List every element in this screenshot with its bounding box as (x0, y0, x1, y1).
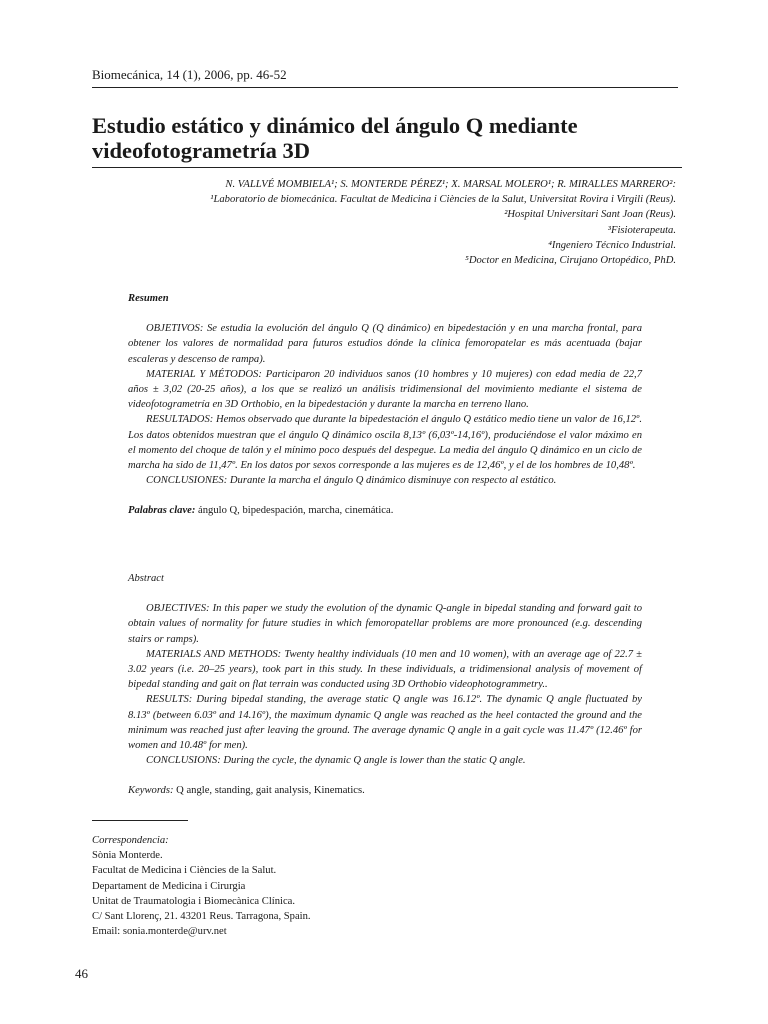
abstract-results: RESULTS: During bipedal standing, the average static Q angle was 16.12º. The dynamic Q angle fluctuated by 8.13º (between 6.03º and 14.16º), the maximum dynamic Q angle was reached as the heel contacted the ground and the minimum was reached just after leaving the ground. The average dynamic Q angle in a gait cycle was 11.47º (12.46º for women and 10.48º for men). (128, 694, 642, 752)
correspondence-heading: Correspondencia: (92, 835, 169, 846)
affiliation-line: ⁵Doctor en Medicina, Cirujano Ortopédico, PhD. (465, 255, 676, 267)
abstract-objectives: OBJECTIVES: In this paper we study the evolution of the dynamic Q-angle in bipedal standing and forward gait to obtain values of normality for future studies in which femoropatellar problems are more pronounced (e.g. descending stairs or ramps). (128, 603, 642, 645)
affiliation-line: ¹Laboratorio de biomecánica. Facultat de Medicina i Ciències de la Salut, Universitat Rovira i Virgili (Reus). (210, 194, 676, 206)
resumen-keywords (128, 503, 642, 518)
resumen-conclusiones: CONCLUSIONES: Durante la marcha el ángulo Q dinámico disminuye con respecto al estático. (146, 475, 557, 487)
resumen-objetivos: OBJETIVOS: Se estudia la evolución del ángulo Q (Q dinámico) en bipedestación y en una marcha frontal, para obtener los valores de normalidad para futuros estudios dónde la clínica femoropatelar es más acentuada (bajar escaleras y descenso de rampa). (128, 323, 642, 365)
keywords-text: Q angle, standing, gait analysis, Kinematics. (176, 785, 365, 797)
correspondence-line: C/ Sant Llorenç, 21. 43201 Reus. Tarragona, Spain. (92, 911, 311, 923)
abstract-keywords (128, 783, 642, 798)
affiliation-line: ⁴Ingeniero Técnico Industrial. (548, 239, 676, 251)
keywords-text: ángulo Q, bipedespación, marcha, cinemática. (198, 505, 394, 517)
correspondence-line: Facultat de Medicina i Ciències de la Salut. (92, 865, 277, 877)
resumen-resultados: RESULTADOS: Hemos observado que durante la bipedestación el ángulo Q estático medio tiene un valor de 16,12º. Los datos obtenidos muestran que el ángulo Q dinámico oscila 8,13º (6,03º-14,16º), produciéndose el valor máximo en el momento del choque de talón y el mínimo poco después del despegue. La media del ángulo Q dinámico en un ciclo de marcha ha sido de 11,47º. En los datos por sexos corresponde a las mujeres es de 12,46º, y el de los hombres de 10,48º. (128, 414, 642, 472)
footnote-rule (92, 820, 188, 821)
correspondence-block (92, 833, 492, 939)
keywords-label: Palabras clave: (128, 505, 196, 517)
author-affiliations (92, 177, 676, 268)
abstract-section (128, 571, 642, 799)
correspondence-line: Departament de Medicina i Cirurgia (92, 880, 246, 892)
abstract-methods: MATERIALS AND METHODS: Twenty healthy individuals (10 men and 10 women), with an average age of 22.7 ± 3.02 years (i.e. 20–25 years), took part in this study. In these individuals, a tridimensional analysis of movement of bipedal standing and gait on flat terrain was conducted using 3D Orthobio videophotogrammetry.. (128, 648, 642, 691)
author-list: N. VALLVÉ MOMBIELA¹; S. MONTERDE PÉREZ¹; X. MARSAL MOLERO¹; R. MIRALLES MARRERO²: (225, 179, 676, 190)
journal-citation: Biomecánica, 14 (1), 2006, pp. 46-52 (92, 67, 678, 88)
resumen-section (128, 291, 642, 519)
correspondence-line: Unitat de Traumatologia i Biomecànica Clínica. (92, 895, 296, 907)
abstract-heading: Abstract (128, 573, 164, 584)
abstract-conclusions: CONCLUSIONS: During the cycle, the dynamic Q angle is lower than the static Q angle. (146, 755, 526, 767)
keywords-label: Keywords: (128, 785, 174, 797)
affiliation-line: ²Hospital Universitari Sant Joan (Reus). (504, 209, 676, 221)
correspondence-email: Email: sonia.monterde@urv.net (92, 926, 227, 938)
resumen-metodos: MATERIAL Y MÉTODOS: Participaron 20 individuos sanos (10 hombres y 10 mujeres) con edad media de 22,7 años ± 3,02 (20-25 años), a los que se realizó un análisis tridimensional del movimiento mediante el sistema de videofotogrametría en 3D Orthobio, en la bipedestación y durante la marcha en terreno llano. (128, 368, 642, 411)
page-number: 46 (75, 966, 88, 981)
article-title: Estudio estático y dinámico del ángulo Q mediante videofotogrametría 3D (92, 113, 682, 168)
affiliation-line: ³Fisioterapeuta. (607, 224, 676, 236)
correspondence-line: Sònia Monterde. (92, 850, 163, 862)
resumen-heading: Resumen (128, 293, 169, 304)
